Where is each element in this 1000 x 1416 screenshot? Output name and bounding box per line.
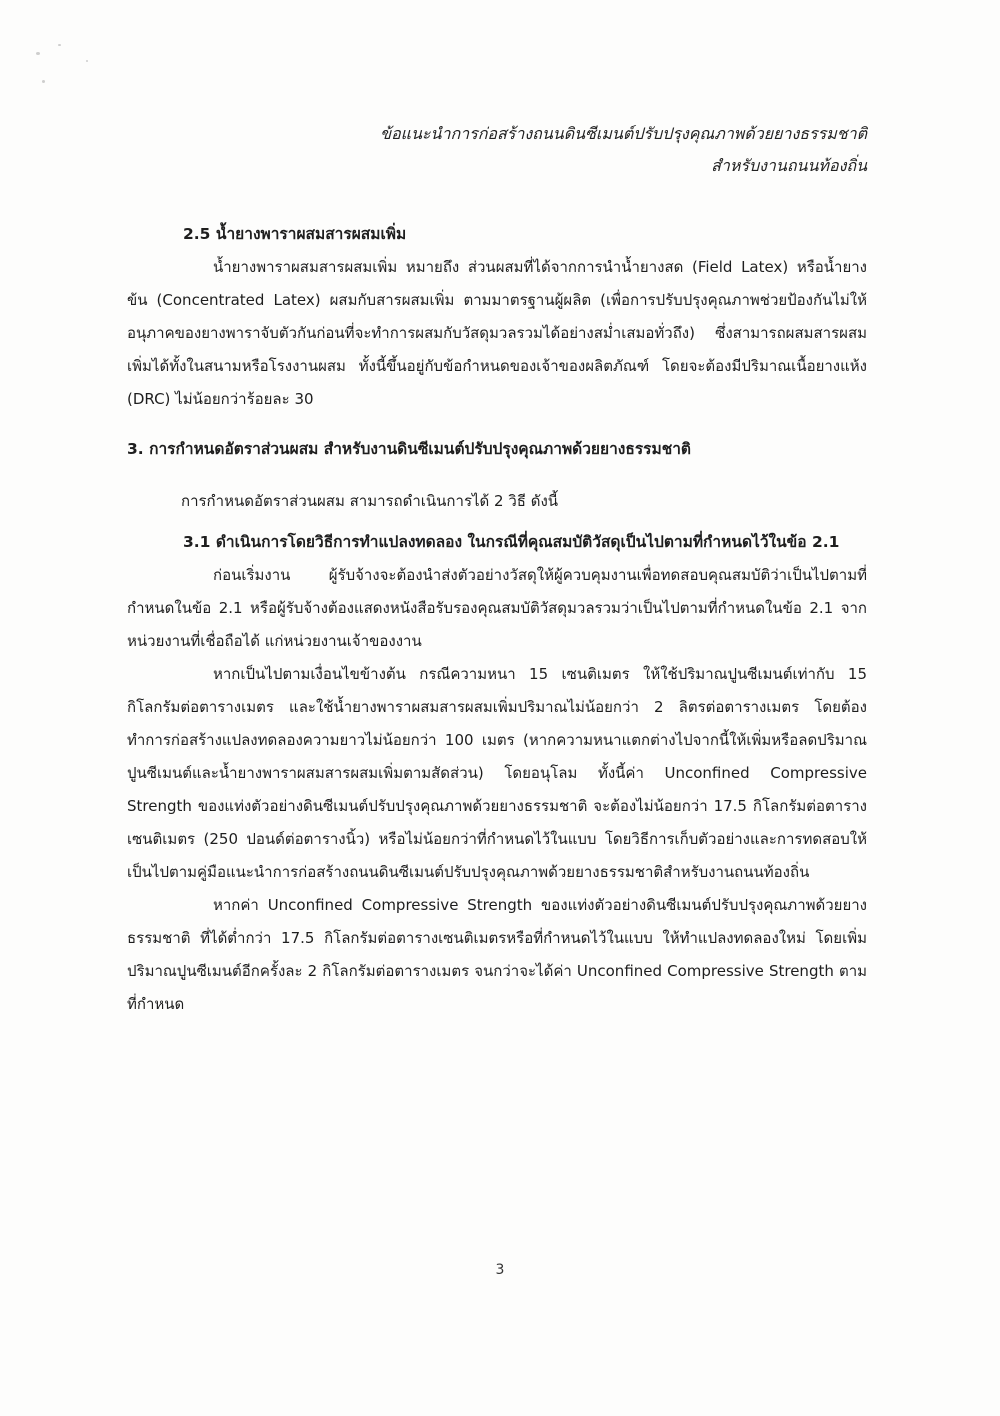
scan-artifact [58, 44, 61, 46]
section-3-1-heading: 3.1 ดำเนินการโดยวิธีการทำแปลงทดลอง ในกรณีที่คุณสมบัติวัสดุเป็นไปตามที่กำหนดไว้ในข้อ 2.1 [183, 533, 840, 551]
scan-artifact [42, 80, 45, 83]
section-3-heading: 3. การกำหนดอัตราส่วนผสม สำหรับงานดินซีเมนต์ปรับปรุงคุณภาพด้วยยางธรรมชาติ [127, 440, 691, 458]
document-header [347, 118, 867, 182]
header-title-line2: สำหรับงานถนนท้องถิ่น [711, 156, 867, 175]
scan-artifact [36, 52, 40, 55]
section-2-5-paragraph: น้ำยางพาราผสมสารผสมเพิ่ม หมายถึง ส่วนผสมที่ได้จากการนำน้ำยางสด (Field Latex) หรือน้ำยางข้น (Concentrated Latex) ผสมกับสารผสมเพิ่ม ตามมาตรฐานผู้ผลิต (เพื่อการปรับปรุงคุณภาพช่วยป้องกันไม่ให้อนุภาคของยางพาราจับตัวกันก่อนที่จะทำการผสมกับวัสดุมวลรวมได้อย่างสม่ำเสมอทั่วถึง) ซึ่งสามารถผสมสารผสมเพิ่มได้ทั้งในสนามหรือโรงงานผสม ทั้งนี้ขึ้นอยู่กับข้อกำหนดของเจ้าของผลิตภัณฑ์ โดยจะต้องมีปริมาณเนื้อยางแห้ง (DRC) ไม่น้อยกว่าร้อยละ 30 [127, 258, 867, 408]
section-3-1-paragraph-2: หากเป็นไปตามเงื่อนไขข้างต้น กรณีความหนา 15 เซนติเมตร ให้ใช้ปริมาณปูนซีเมนต์เท่ากับ 15 กิโลกรัมต่อตารางเมตร และใช้น้ำยางพาราผสมสารผสมเพิ่มปริมาณไม่น้อยกว่า 2 ลิตรต่อตารางเมตร โดยต้องทำการก่อสร้างแปลงทดลองความยาวไม่น้อยกว่า 100 เมตร (หากความหนาแตกต่างไปจากนี้ให้เพิ่มหรือลดปริมาณปูนซีเมนต์และน้ำยางพาราผสมสารผสมเพิ่มตามสัดส่วน) โดยอนุโลม ทั้งนี้ค่า Unconfined Compressive Strength ของแท่งตัวอย่างดินซีเมนต์ปรับปรุงคุณภาพด้วยยางธรรมชาติ จะต้องไม่น้อยกว่า 17.5 กิโลกรัมต่อตารางเซนติเมตร (250 ปอนด์ต่อตารางนิ้ว) หรือไม่น้อยกว่าที่กำหนดไว้ในแบบ โดยวิธีการเก็บตัวอย่างและการทดสอบให้เป็นไปตามคู่มือแนะนำการก่อสร้างถนนดินซีเมนต์ปรับปรุงคุณภาพด้วยยางธรรมชาติสำหรับงานถนนท้องถิ่น [127, 665, 867, 881]
section-2-5-heading: 2.5 น้ำยางพาราผสมสารผสมเพิ่ม [183, 225, 407, 243]
scan-artifact [86, 60, 88, 62]
page-number: 3 [495, 1262, 505, 1278]
section-3-1-paragraph-1: ก่อนเริ่มงาน ผู้รับจ้างจะต้องนำส่งตัวอย่างวัสดุให้ผู้ควบคุมงานเพื่อทดสอบคุณสมบัติว่าเป็นไปตามที่กำหนดในข้อ 2.1 หรือผู้รับจ้างต้องแสดงหนังสือรับรองคุณสมบัติวัสดุมวลรวมว่าเป็นไปตามที่กำหนดในข้อ 2.1 จากหน่วยงานที่เชื่อถือได้ แก่หน่วยงานเจ้าของงาน [127, 566, 867, 650]
section-3-intro: การกำหนดอัตราส่วนผสม สามารถดำเนินการได้ 2 วิธี ดังนี้ [181, 492, 559, 510]
header-title-line1: ข้อแนะนำการก่อสร้างถนนดินซีเมนต์ปรับปรุงคุณภาพด้วยยางธรรมชาติ [380, 124, 867, 143]
document-body [127, 218, 867, 1021]
section-3-1-paragraph-3: หากค่า Unconfined Compressive Strength ของแท่งตัวอย่างดินซีเมนต์ปรับปรุงคุณภาพด้วยยางธรรมชาติ ที่ได้ต่ำกว่า 17.5 กิโลกรัมต่อตารางเซนติเมตรหรือที่กำหนดไว้ในแบบ ให้ทำแปลงทดลองใหม่ โดยเพิ่มปริมาณปูนซีเมนต์อีกครั้งละ 2 กิโลกรัมต่อตารางเมตร จนกว่าจะได้ค่า Unconfined Compressive Strength ตามที่กำหนด [127, 896, 867, 1013]
